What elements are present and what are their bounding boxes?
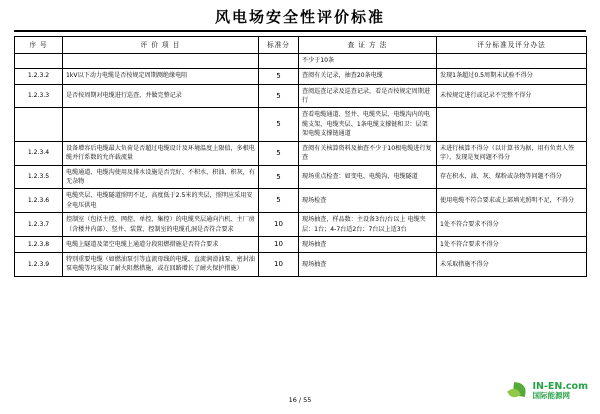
column-header-score: 标准分	[259, 37, 299, 54]
cell-method: 现场检查	[299, 189, 437, 213]
watermark-text	[532, 382, 588, 400]
cell-method: 查阅有关记录，抽查20条电缆	[299, 68, 437, 84]
cell-standard: 未按规定进行或记录不完整不得分	[437, 84, 587, 108]
watermark	[509, 382, 588, 400]
page-number: 16 / 55	[288, 396, 312, 404]
cell-score: 10	[259, 253, 299, 277]
watermark-brand: 国际能源网	[532, 391, 570, 401]
cell-no: 1.2.3.4	[15, 141, 63, 165]
cell-method: 现场重点检查：如变电、电缆沟、电缆隧道	[299, 165, 437, 189]
cell-method: 查阅有关核算资料及抽查不少于10根电缆进行复查	[299, 141, 437, 165]
page-title: 风电场安全性评价标准	[214, 8, 385, 26]
cell-standard: 未采取措施不得分	[437, 253, 587, 277]
table-row	[15, 213, 587, 237]
leaf-icon	[509, 382, 529, 400]
table-row	[15, 141, 587, 165]
cell-standard	[437, 54, 587, 68]
table-row	[15, 165, 587, 189]
table-row	[15, 108, 587, 141]
cell-no: 1.2.3.6	[15, 189, 63, 213]
cell-method: 现场抽查	[299, 237, 437, 253]
cell-item	[63, 108, 259, 141]
table-row	[15, 84, 587, 108]
table-row	[15, 253, 587, 277]
cell-score: 5	[259, 108, 299, 141]
cell-no: 1.2.3.9	[15, 253, 63, 277]
table-row	[15, 68, 587, 84]
cell-no	[15, 108, 63, 141]
column-header-no: 序 号	[15, 37, 63, 54]
cell-method: 查看电缆通道、竖井、电缆夹层、电缆沟内的电缆支架、电缆夹层、1条电缆支撑链和卫：层架架电缆支撑链通道	[299, 108, 437, 141]
cell-standard	[437, 108, 587, 141]
cell-score: 5	[259, 189, 299, 213]
cell-no: 1.2.3.5	[15, 165, 63, 189]
title-divider	[14, 30, 586, 32]
cell-score: 5	[259, 84, 299, 108]
cell-item: 电缆上隧道及架空电缆上通道分段阻燃措施是否符合要求	[63, 237, 259, 253]
cell-no	[15, 54, 63, 68]
table-row	[15, 54, 587, 68]
table-row	[15, 189, 587, 213]
evaluation-table	[14, 36, 587, 277]
cell-item: 控制室（包括主控、网控、单控、集控）的电缆夹层通向汽机、主厂房（含楼井内部）、竖井、装置、控制室的电缆孔洞是否符合要求	[63, 213, 259, 237]
cell-method: 查阅巡查记录及巡查记录，看是否按规定周期进行	[299, 84, 437, 108]
cell-standard: 未进行核算不得分（以计算书为据，用有负责人签字），发现是复问题不得分	[437, 141, 587, 165]
cell-score: 5	[259, 141, 299, 165]
column-header-method: 查 证 方 法	[299, 37, 437, 54]
cell-standard: 1处不符合要求不得分	[437, 213, 587, 237]
column-header-standard: 评分标准及评分办法	[437, 37, 587, 54]
column-header-item: 评 价 项 目	[63, 37, 259, 54]
cell-standard: 使用电缆不符合要求或上部填光照明不足，不得分	[437, 189, 587, 213]
cell-item: 1kV以下动力电缆是否按规定周期测绝缘电阻	[63, 68, 259, 84]
cell-score	[259, 54, 299, 68]
cell-item	[63, 54, 259, 68]
cell-item: 是否按周期对电缆进行巡查，并做完整记录	[63, 84, 259, 108]
cell-method: 不少于10条	[299, 54, 437, 68]
cell-score: 10	[259, 237, 299, 253]
cell-item: 电缆夹层、电缆隧道照明不足，高度低于2.5米的夹层，照明应采用安全电压供电	[63, 189, 259, 213]
cell-score: 10	[259, 213, 299, 237]
watermark-domain: IN-EN.com	[532, 380, 588, 392]
cell-item: 特别重要电缆（如燃油泵引等直流母线的电缆、直流润滑油泵、密封油泵电缆等均采取了耐火阻燃措施，或在回路增长了耐火保护措施）	[63, 253, 259, 277]
cell-no: 1.2.3.2	[15, 68, 63, 84]
cell-no: 1.2.3.3	[15, 84, 63, 108]
cell-standard: 发现1条超过0.5周期未试验不得分	[437, 68, 587, 84]
cell-no: 1.2.3.7	[15, 213, 63, 237]
cell-method: 现场抽查，样品数：主设备3台/台以上 电缆夹层：1台；4-7台适2台；7台以上适3台	[299, 213, 437, 237]
cell-standard: 存在积水、油、灰、煤粉或杂物等问题不得分	[437, 165, 587, 189]
cell-score: 5	[259, 165, 299, 189]
cell-item: 设备增容后电缆最大负荷是否超过电缆设计及环境温度上限值，多根电缆并行系数的允许载流量	[63, 141, 259, 165]
cell-method: 现场抽查	[299, 253, 437, 277]
table-header-row	[15, 37, 587, 54]
cell-no: 1.2.3.8	[15, 237, 63, 253]
cell-standard: 1处不符合要求不得分	[437, 237, 587, 253]
cell-item: 电缆通道、电缆沟使用及排水设施是否完好、不积水、积油、积灰，有无杂物	[63, 165, 259, 189]
cell-score: 5	[259, 68, 299, 84]
table-row	[15, 237, 587, 253]
